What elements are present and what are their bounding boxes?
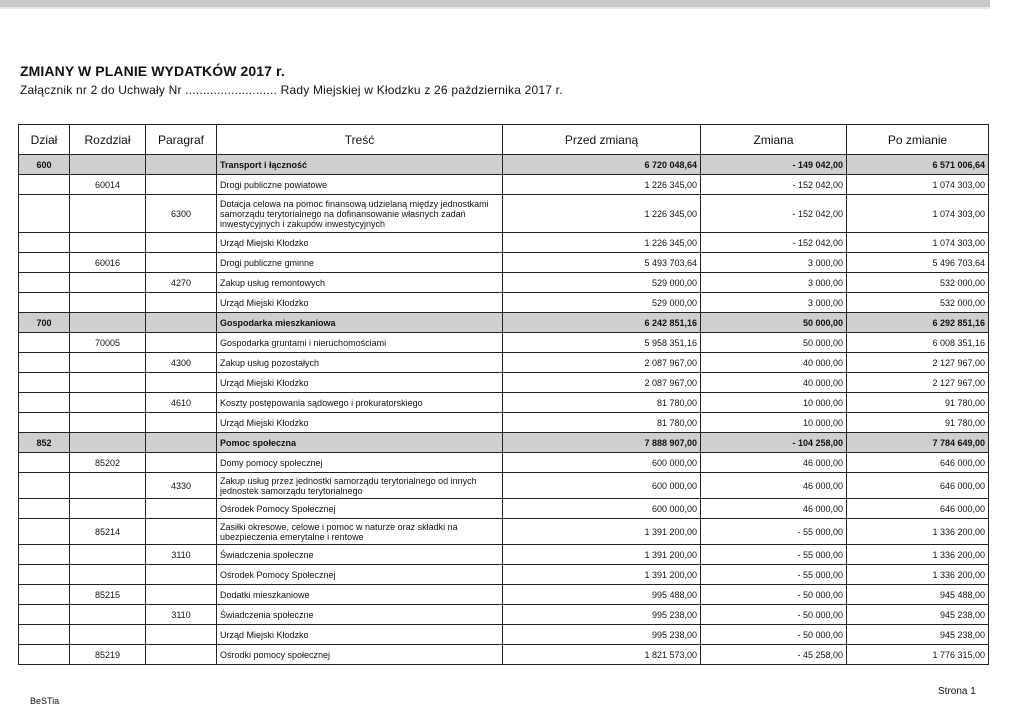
dzial-cell [19,645,70,665]
dzial-cell [19,585,70,605]
scan-edge-shadow [0,7,990,9]
rozdzial-cell [70,195,146,233]
dzial-cell [19,545,70,565]
przed-zmiana-cell: 529 000,00 [503,293,701,313]
header-zmiana: Zmiana [701,125,847,155]
table-row [19,353,989,373]
tresc-cell: Transport i łączność [217,155,503,175]
table-row [19,625,989,645]
paragraf-cell [146,453,217,473]
tresc-cell: Urząd Miejski Kłodzko [217,625,503,645]
rozdzial-cell: 85214 [70,519,146,545]
rozdzial-cell [70,155,146,175]
po-zmianie-cell: 646 000,00 [847,499,989,519]
przed-zmiana-cell: 81 780,00 [503,413,701,433]
paragraf-cell: 4610 [146,393,217,413]
po-zmianie-cell: 1 336 200,00 [847,565,989,585]
zmiana-cell: - 152 042,00 [701,175,847,195]
zmiana-cell: - 50 000,00 [701,585,847,605]
dzial-cell [19,473,70,499]
document-title: ZMIANY W PLANIE WYDATKÓW 2017 r. [20,63,285,79]
paragraf-cell: 4330 [146,473,217,499]
zmiana-cell: 10 000,00 [701,393,847,413]
rozdzial-cell: 85215 [70,585,146,605]
rozdzial-cell [70,413,146,433]
po-zmianie-cell: 945 238,00 [847,605,989,625]
przed-zmiana-cell: 2 087 967,00 [503,353,701,373]
tresc-cell: Świadczenia społeczne [217,545,503,565]
po-zmianie-cell: 646 000,00 [847,453,989,473]
zmiana-cell: 3 000,00 [701,253,847,273]
zmiana-cell: 3 000,00 [701,293,847,313]
po-zmianie-cell: 2 127 967,00 [847,373,989,393]
po-zmianie-cell: 91 780,00 [847,393,989,413]
tresc-cell: Ośrodek Pomocy Społecznej [217,499,503,519]
dzial-cell [19,353,70,373]
zmiana-cell: - 152 042,00 [701,195,847,233]
header-przed-zmiana: Przed zmianą [503,125,701,155]
po-zmianie-cell: 6 571 006,64 [847,155,989,175]
dzial-cell [19,293,70,313]
tresc-cell: Zakup usług remontowych [217,273,503,293]
table-row [19,195,989,233]
paragraf-cell [146,433,217,453]
zmiana-cell: - 152 042,00 [701,233,847,253]
tresc-cell: Zakup usług przez jednostki samorządu terytorialnego od innych jednostek samorządu terytorialnego [217,473,503,499]
dzial-cell [19,453,70,473]
rozdzial-cell: 85219 [70,645,146,665]
paragraf-cell [146,413,217,433]
document-subtitle: Załącznik nr 2 do Uchwały Nr .......................... Rady Miejskiej w Kłodzku z 26 października 2017 r. [20,83,563,97]
tresc-cell: Zakup usług pozostałych [217,353,503,373]
tresc-cell: Gospodarka gruntami i nieruchomościami [217,333,503,353]
po-zmianie-cell: 532 000,00 [847,273,989,293]
dzial-cell [19,273,70,293]
przed-zmiana-cell: 5 493 703,64 [503,253,701,273]
przed-zmiana-cell: 1 226 345,00 [503,233,701,253]
scan-edge [0,0,990,7]
po-zmianie-cell: 6 292 851,16 [847,313,989,333]
section-row [19,433,989,453]
dzial-cell [19,413,70,433]
paragraf-cell [146,233,217,253]
table-row [19,253,989,273]
table-row [19,273,989,293]
po-zmianie-cell: 532 000,00 [847,293,989,313]
tresc-cell: Gospodarka mieszkaniowa [217,313,503,333]
po-zmianie-cell: 945 238,00 [847,625,989,645]
dzial-cell [19,605,70,625]
table-row [19,293,989,313]
tresc-cell: Drogi publiczne powiatowe [217,175,503,195]
przed-zmiana-cell: 995 238,00 [503,605,701,625]
tresc-cell: Urząd Miejski Kłodzko [217,413,503,433]
zmiana-cell: - 55 000,00 [701,545,847,565]
zmiana-cell: 10 000,00 [701,413,847,433]
tresc-cell: Urząd Miejski Kłodzko [217,373,503,393]
rozdzial-cell [70,353,146,373]
paragraf-cell: 3110 [146,605,217,625]
paragraf-cell [146,155,217,175]
zmiana-cell: 50 000,00 [701,313,847,333]
przed-zmiana-cell: 6 242 851,16 [503,313,701,333]
dzial-cell [19,253,70,273]
dzial-cell [19,175,70,195]
przed-zmiana-cell: 1 391 200,00 [503,519,701,545]
po-zmianie-cell: 91 780,00 [847,413,989,433]
dzial-cell [19,565,70,585]
paragraf-cell [146,625,217,645]
rozdzial-cell: 70005 [70,333,146,353]
budget-table [18,124,989,665]
page-number: Strona 1 [938,686,976,697]
tresc-cell: Ośrodek Pomocy Społecznej [217,565,503,585]
section-row [19,155,989,175]
paragraf-cell [146,585,217,605]
dzial-cell [19,393,70,413]
po-zmianie-cell: 5 496 703,64 [847,253,989,273]
rozdzial-cell [70,233,146,253]
zmiana-cell: - 149 042,00 [701,155,847,175]
po-zmianie-cell: 2 127 967,00 [847,353,989,373]
table-body [19,155,989,665]
dzial-cell [19,333,70,353]
zmiana-cell: - 55 000,00 [701,565,847,585]
przed-zmiana-cell: 600 000,00 [503,499,701,519]
po-zmianie-cell: 1 336 200,00 [847,519,989,545]
zmiana-cell: 40 000,00 [701,353,847,373]
przed-zmiana-cell: 81 780,00 [503,393,701,413]
przed-zmiana-cell: 1 391 200,00 [503,565,701,585]
table-row [19,473,989,499]
rozdzial-cell [70,273,146,293]
przed-zmiana-cell: 1 226 345,00 [503,175,701,195]
tresc-cell: Domy pomocy społecznej [217,453,503,473]
paragraf-cell [146,645,217,665]
zmiana-cell: - 45 258,00 [701,645,847,665]
po-zmianie-cell: 1 776 315,00 [847,645,989,665]
dzial-cell: 852 [19,433,70,453]
paragraf-cell [146,175,217,195]
po-zmianie-cell: 646 000,00 [847,473,989,499]
rozdzial-cell [70,499,146,519]
zmiana-cell: - 55 000,00 [701,519,847,545]
table-row [19,453,989,473]
zmiana-cell: - 50 000,00 [701,625,847,645]
zmiana-cell: 40 000,00 [701,373,847,393]
tresc-cell: Koszty postępowania sądowego i prokuratorskiego [217,393,503,413]
tresc-cell: Zasiłki okresowe, celowe i pomoc w naturze oraz składki na ubezpieczenia emerytalne i rentowe [217,519,503,545]
przed-zmiana-cell: 6 720 048,64 [503,155,701,175]
przed-zmiana-cell: 1 391 200,00 [503,545,701,565]
po-zmianie-cell: 6 008 351,16 [847,333,989,353]
przed-zmiana-cell: 995 238,00 [503,625,701,645]
table-row [19,233,989,253]
paragraf-cell: 4270 [146,273,217,293]
rozdzial-cell [70,625,146,645]
paragraf-cell [146,519,217,545]
table-row [19,175,989,195]
tresc-cell: Pomoc społeczna [217,433,503,453]
paragraf-cell [146,333,217,353]
zmiana-cell: 3 000,00 [701,273,847,293]
przed-zmiana-cell: 1 226 345,00 [503,195,701,233]
zmiana-cell: 46 000,00 [701,473,847,499]
paragraf-cell: 4300 [146,353,217,373]
table-row [19,605,989,625]
tresc-cell: Drogi publiczne gminne [217,253,503,273]
rozdzial-cell: 60016 [70,253,146,273]
przed-zmiana-cell: 995 488,00 [503,585,701,605]
rozdzial-cell: 85202 [70,453,146,473]
section-row [19,313,989,333]
paragraf-cell: 3110 [146,545,217,565]
po-zmianie-cell: 1 074 303,00 [847,195,989,233]
tresc-cell: Dodatki mieszkaniowe [217,585,503,605]
rozdzial-cell [70,393,146,413]
dzial-cell [19,519,70,545]
rozdzial-cell [70,293,146,313]
paragraf-cell [146,293,217,313]
przed-zmiana-cell: 7 888 907,00 [503,433,701,453]
zmiana-cell: 46 000,00 [701,453,847,473]
przed-zmiana-cell: 2 087 967,00 [503,373,701,393]
po-zmianie-cell: 7 784 649,00 [847,433,989,453]
paragraf-cell [146,313,217,333]
table-row [19,585,989,605]
table-row [19,333,989,353]
table-row [19,645,989,665]
rozdzial-cell [70,473,146,499]
przed-zmiana-cell: 600 000,00 [503,453,701,473]
table-row [19,393,989,413]
header-dzial: Dział [19,125,70,155]
rozdzial-cell [70,313,146,333]
rozdzial-cell [70,565,146,585]
tresc-cell: Ośrodki pomocy społecznej [217,645,503,665]
po-zmianie-cell: 1 336 200,00 [847,545,989,565]
przed-zmiana-cell: 600 000,00 [503,473,701,499]
przed-zmiana-cell: 529 000,00 [503,273,701,293]
po-zmianie-cell: 945 488,00 [847,585,989,605]
dzial-cell [19,233,70,253]
header-paragraf: Paragraf [146,125,217,155]
table-row [19,413,989,433]
dzial-cell [19,373,70,393]
rozdzial-cell: 60014 [70,175,146,195]
rozdzial-cell [70,605,146,625]
dzial-cell [19,499,70,519]
table-row [19,565,989,585]
header-tresc: Treść [217,125,503,155]
header-rozdzial: Rozdział [70,125,146,155]
przed-zmiana-cell: 5 958 351,16 [503,333,701,353]
table-row [19,373,989,393]
paragraf-cell: 6300 [146,195,217,233]
tresc-cell: Świadczenia społeczne [217,605,503,625]
dzial-cell: 700 [19,313,70,333]
table-row [19,545,989,565]
rozdzial-cell [70,433,146,453]
paragraf-cell [146,565,217,585]
table-row [19,519,989,545]
po-zmianie-cell: 1 074 303,00 [847,175,989,195]
dzial-cell [19,195,70,233]
dzial-cell: 600 [19,155,70,175]
paragraf-cell [146,499,217,519]
table-header-row [19,125,989,155]
footer-software-label: BeSTia [30,696,60,706]
paragraf-cell [146,373,217,393]
po-zmianie-cell: 1 074 303,00 [847,233,989,253]
dzial-cell [19,625,70,645]
paragraf-cell [146,253,217,273]
tresc-cell: Dotacja celowa na pomoc finansową udzielaną między jednostkami samorządu terytorialnego na dofinansowanie własnych zadań inwestycyjnych i zakupów inwestycyjnych [217,195,503,233]
zmiana-cell: - 104 258,00 [701,433,847,453]
table-row [19,499,989,519]
tresc-cell: Urząd Miejski Kłodzko [217,293,503,313]
zmiana-cell: - 50 000,00 [701,605,847,625]
przed-zmiana-cell: 1 821 573,00 [503,645,701,665]
zmiana-cell: 46 000,00 [701,499,847,519]
rozdzial-cell [70,545,146,565]
header-po-zmianie: Po zmianie [847,125,989,155]
rozdzial-cell [70,373,146,393]
zmiana-cell: 50 000,00 [701,333,847,353]
tresc-cell: Urząd Miejski Kłodzko [217,233,503,253]
